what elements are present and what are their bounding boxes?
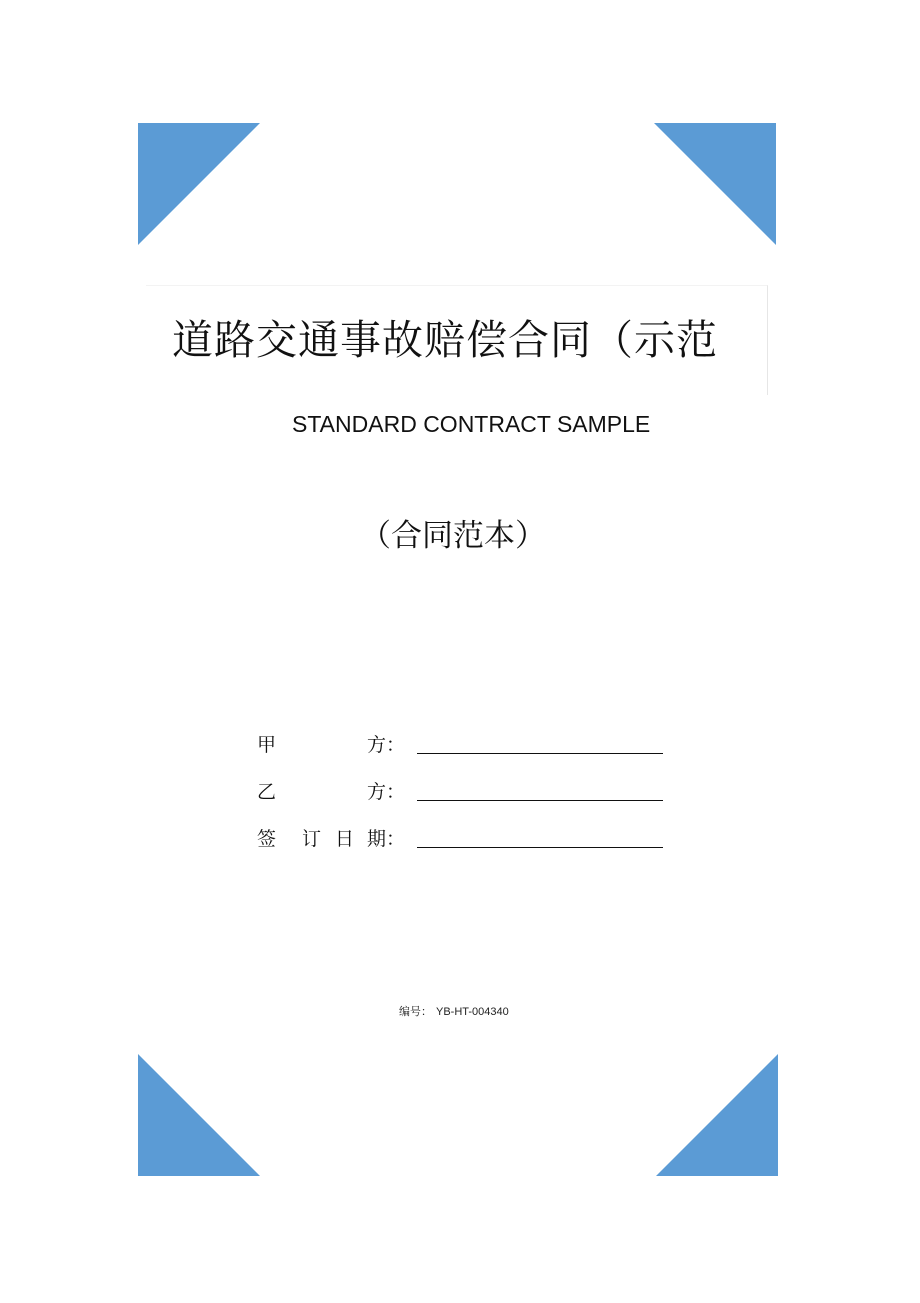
document-number-label: 编号： xyxy=(399,1006,432,1018)
corner-triangle-top-right xyxy=(654,123,776,245)
label-char: 签 xyxy=(257,828,277,850)
party-a-blank-line[interactable] xyxy=(417,753,663,754)
subtitle-english: STANDARD CONTRACT SAMPLE xyxy=(292,411,651,437)
label-char: 日 xyxy=(335,828,355,850)
subtitle-chinese: （合同范本） xyxy=(360,518,546,554)
sign-date-blank-line[interactable] xyxy=(417,847,663,848)
party-a-label xyxy=(257,730,407,760)
document-number xyxy=(399,1004,509,1020)
label-char: 乙 xyxy=(257,781,277,803)
party-b-label xyxy=(257,777,407,807)
document-number-value: YB-HT-004340 xyxy=(436,1006,509,1018)
corner-triangle-bottom-left xyxy=(138,1054,260,1176)
contract-title: 道路交通事故赔偿合同（示范 xyxy=(172,316,718,364)
sign-date-field xyxy=(257,824,677,854)
party-a-field xyxy=(257,730,677,760)
label-char: 甲 xyxy=(257,734,277,756)
party-b-blank-line[interactable] xyxy=(417,800,663,801)
sign-date-label xyxy=(257,824,407,854)
label-char: 方： xyxy=(367,781,406,803)
party-b-field xyxy=(257,777,677,807)
label-char: 订 xyxy=(302,828,322,850)
label-char: 期： xyxy=(367,828,406,850)
corner-triangle-top-left xyxy=(138,123,260,245)
label-char: 方： xyxy=(367,734,406,756)
corner-triangle-bottom-right xyxy=(656,1054,778,1176)
